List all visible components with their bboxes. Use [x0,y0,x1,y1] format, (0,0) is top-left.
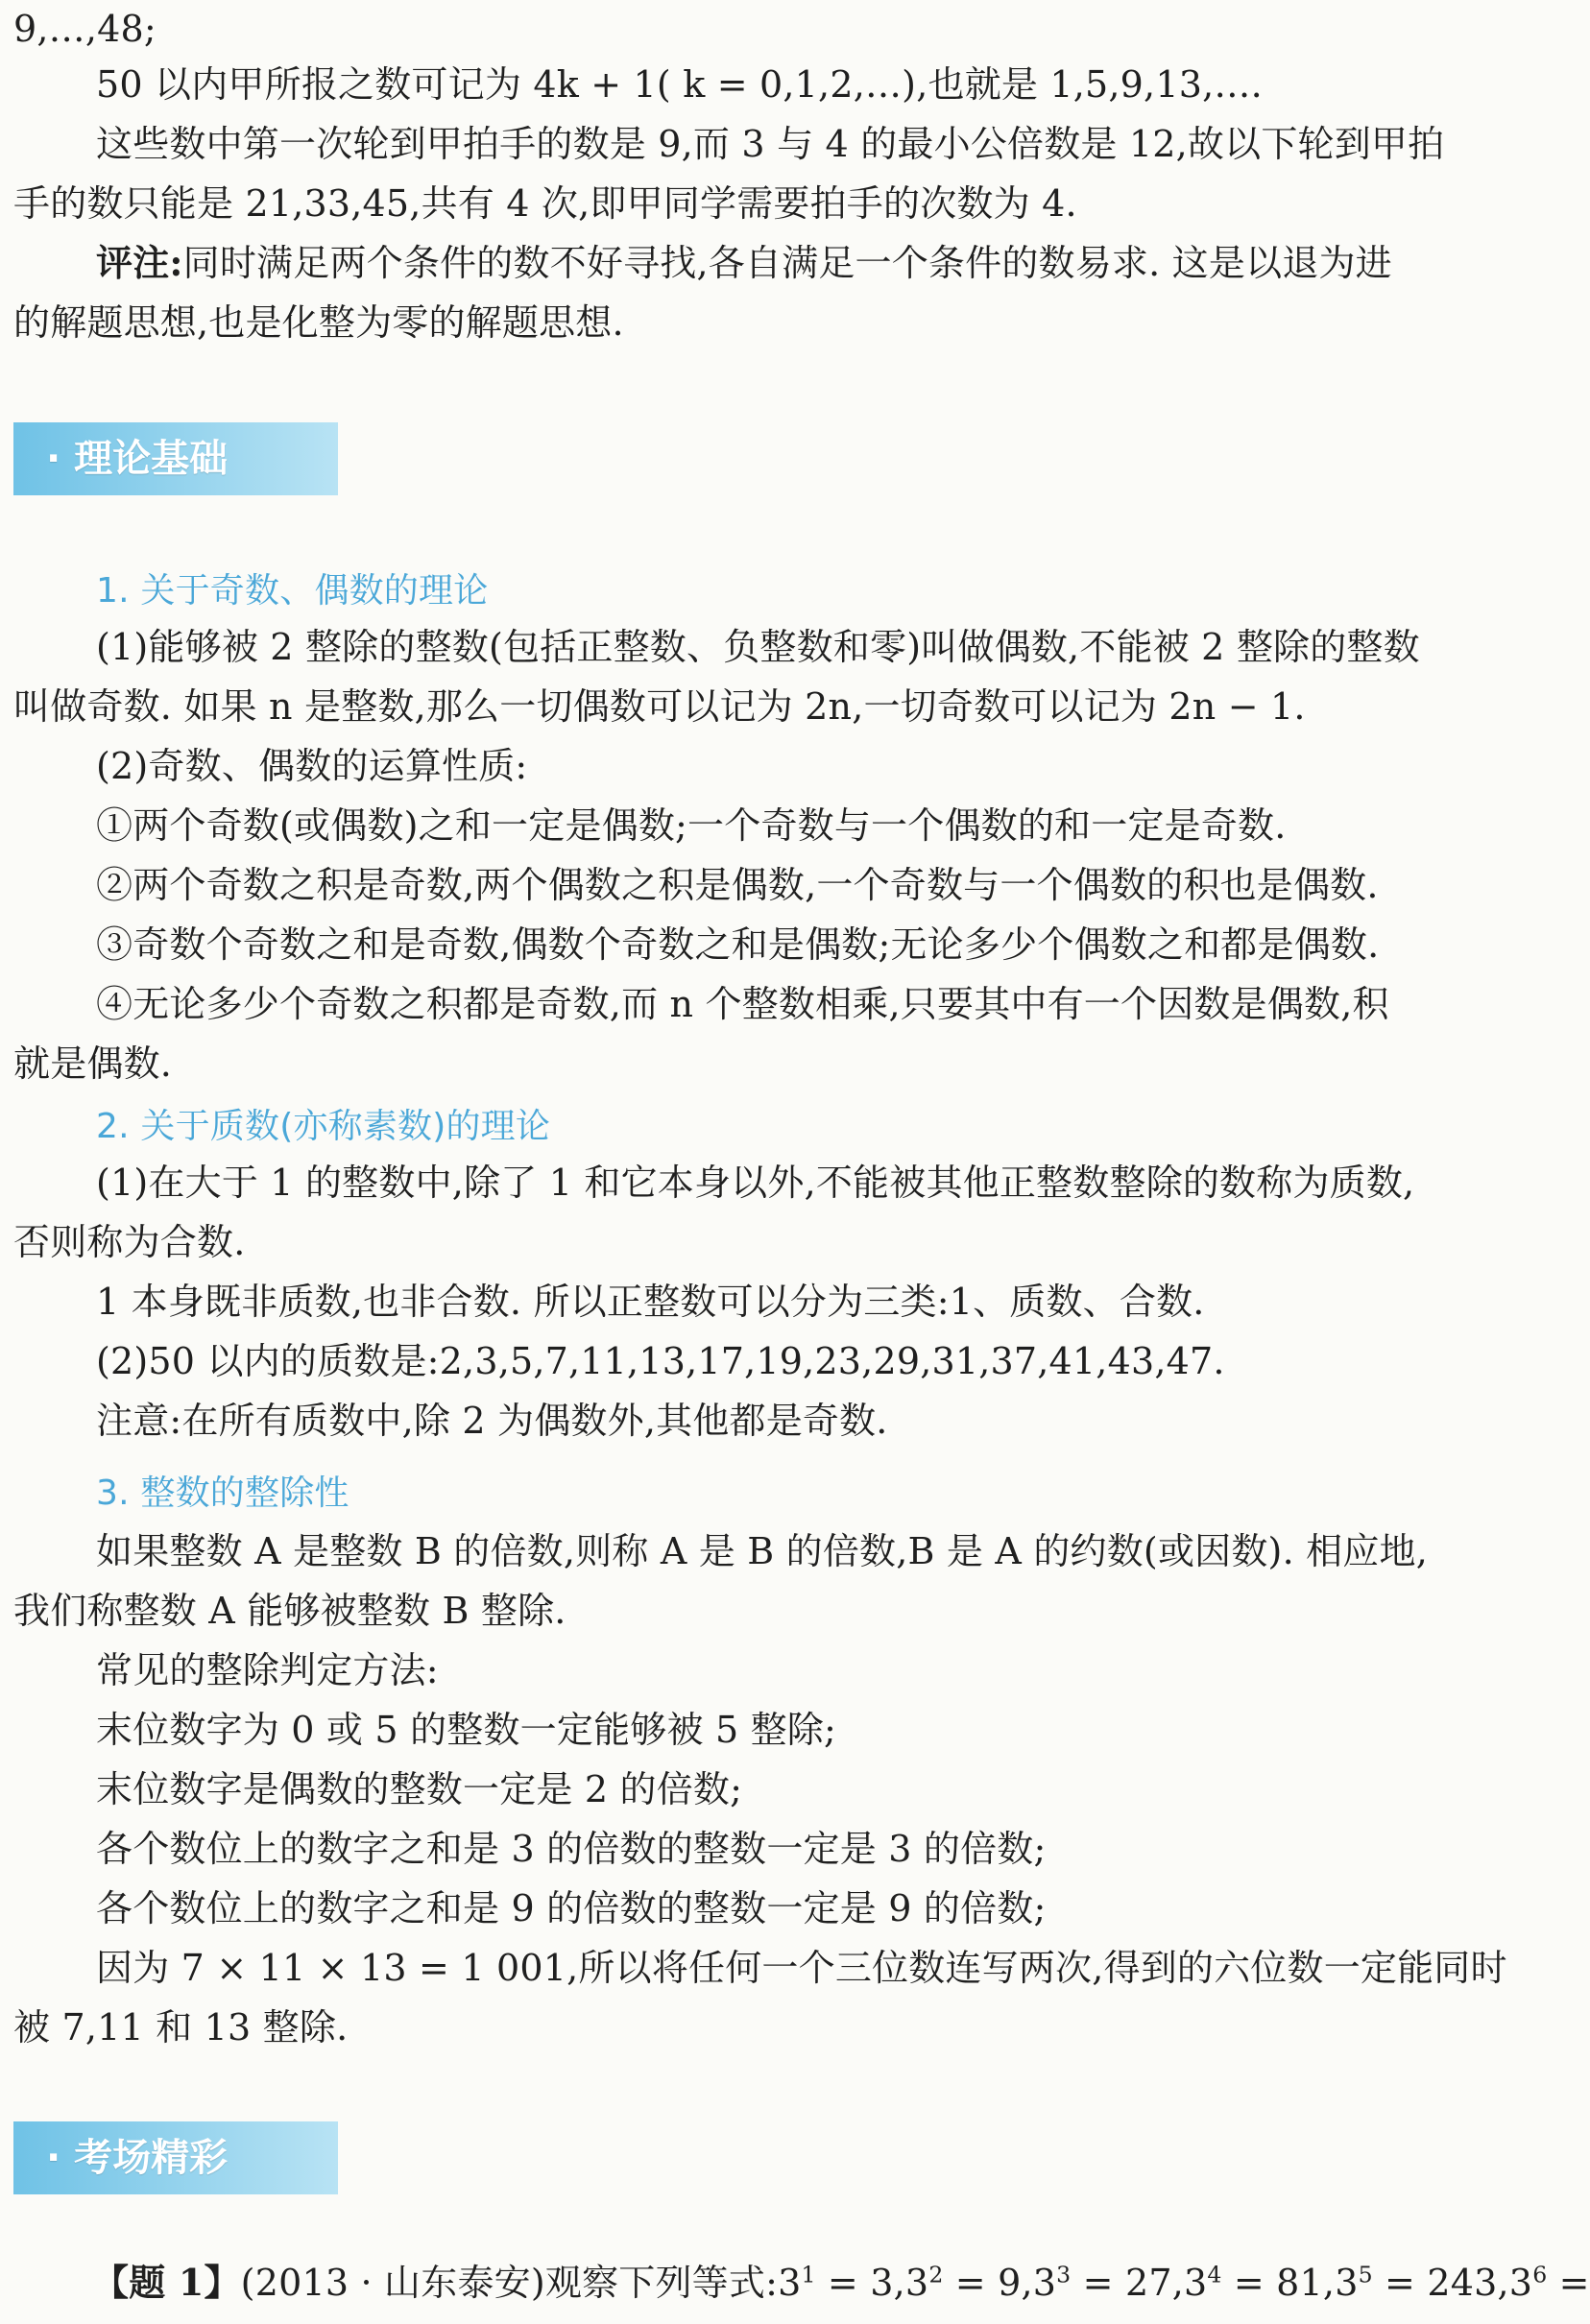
section-banner-theory: · 理论基础 [13,422,338,495]
rule-line: ③奇数个奇数之和是奇数,偶数个奇数之和是偶数;无论多少个偶数之和都是偶数. [96,923,1380,966]
problem-label: 【题 1】 [92,2261,241,2304]
section-banner-exam: · 考场精彩 [13,2121,338,2194]
text-line: 的解题思想,也是化整为零的解题思想. [13,301,624,344]
equation: $3^2 = 9$, [904,2261,1033,2304]
text-line: 9,…,48; [13,8,157,50]
equation: $3^5 = 243$, [1335,2261,1509,2304]
text-line: 叫做奇数. 如果 n 是整数,那么一切偶数可以记为 2n,一切奇数可以记为 2n − 1. [13,685,1306,728]
text-line: 1 本身既非质数,也非合数. 所以正整数可以分为三类:1、质数、合数. [96,1281,1205,1323]
text-line: 被 7,11 和 13 整除. [13,2006,349,2048]
equation: $3^1 = 3$, [778,2261,905,2304]
rule-line: ②两个奇数之积是奇数,两个偶数之积是偶数,一个奇数与一个偶数的积也是偶数. [96,864,1379,906]
problem-source: (2013 · 山东泰安)观察下列等式: [240,2262,779,2304]
text-line: 常见的整除判定方法: [96,1649,439,1691]
text-line: 各个数位上的数字之和是 3 的倍数的整数一定是 3 的倍数; [96,1828,1047,1870]
problem-line [92,2260,1590,2306]
text-line: (1)能够被 2 整除的整数(包括正整数、负整数和零)叫做偶数,不能被 2 整除的整数 [96,626,1420,668]
section-heading: 3. 整数的整除性 [96,1473,349,1513]
text-line: (2)奇数、偶数的运算性质: [96,745,528,787]
commentary-line [96,240,1392,286]
equation: $3^3 = 27$, [1032,2261,1184,2304]
text-line: 这些数中第一次轮到甲拍手的数是 9,而 3 与 4 的最小公倍数是 12,故以下轮到甲拍 [96,123,1445,165]
text-line: (1)在大于 1 的整数中,除了 1 和它本身以外,不能被其他正整数整除的数称为质数, [96,1162,1415,1204]
rule-line: 就是偶数. [13,1042,173,1085]
text-line: 注意:在所有质数中,除 2 为偶数外,其他都是奇数. [96,1400,888,1442]
text-line: 各个数位上的数字之和是 9 的倍数的整数一定是 9 的倍数; [96,1887,1047,1929]
equation: $3^4 = 81$, [1183,2261,1336,2304]
commentary-label: 评注: [96,241,183,284]
text-line: (2)50 以内的质数是:2,3,5,7,11,13,17,19,23,29,31,37,41,43,47. [96,1340,1225,1382]
text-line: 末位数字为 0 或 5 的整数一定能够被 5 整除; [96,1709,837,1751]
text-line: 否则称为合数. [13,1221,246,1263]
text-line: 末位数字是偶数的整数一定是 2 的倍数; [96,1768,743,1810]
section-heading: 1. 关于奇数、偶数的理论 [96,571,489,611]
text-line: 如果整数 A 是整数 B 的倍数,则称 A 是 B 的倍数,B 是 A 的约数(或因数). 相应地, [96,1530,1429,1572]
equation: $3^6$ = [1508,2261,1590,2304]
text-line: 50 以内甲所报之数可记为 4k + 1( k = 0,1,2,…),也就是 1,5,9,13,…. [96,63,1263,106]
text-line: 因为 7 × 11 × 13 = 1 001,所以将任何一个三位数连写两次,得到的六位数一定能同时 [96,1947,1507,1989]
rule-line: ④无论多少个奇数之积都是奇数,而 n 个整数相乘,只要其中有一个因数是偶数,积 [96,983,1389,1025]
section-heading: 2. 关于质数(亦称素数)的理论 [96,1107,551,1146]
text-line: 手的数只能是 21,33,45,共有 4 次,即甲同学需要拍手的次数为 4. [13,182,1077,225]
commentary-text: 同时满足两个条件的数不好寻找,各自满足一个条件的数易求. 这是以退为进 [182,242,1392,284]
text-line: 我们称整数 A 能够被整数 B 整除. [13,1590,566,1632]
rule-line: ①两个奇数(或偶数)之和一定是偶数;一个奇数与一个偶数的和一定是奇数. [96,804,1287,847]
